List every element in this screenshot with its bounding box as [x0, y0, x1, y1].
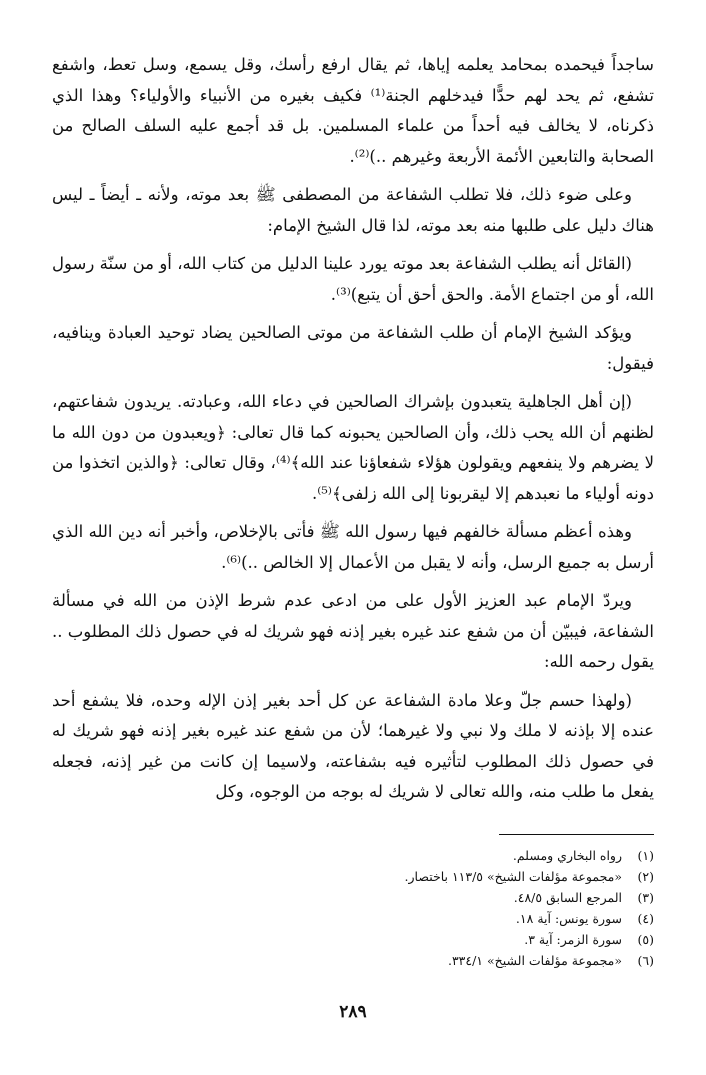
- footnote-text: سورة الزمر: آية ٣.: [524, 932, 622, 947]
- footnote-number: (١): [637, 848, 654, 863]
- footnote-text: «مجموعة مؤلفات الشيخ» ٣٣٤/١.: [447, 953, 622, 968]
- footnote-text: المرجع السابق ٤٨/٥.: [513, 890, 622, 905]
- footnote-item: [150, 845, 654, 866]
- paragraph-5: (إن أهل الجاهلية يتعبدون بإشراك الصالحين في دعاء الله، وعبادته. يريدون شفاعتهم، لظنهم أن الله يحب ذلك، وأن الصالحين يحبونه كما قال تعالى: ﴿ويعبدون من دون الله ما لا يضرهم ولا ينفعهم ويقولون هؤلاء شفعاؤنا عند الله﴾⁽⁴⁾، وقال تعالى: ﴿والذين اتخذوا من دونه أولياء ما نعبدهم إلا ليقربونا إلى الله زلفى﴾⁽⁵⁾.: [52, 392, 654, 503]
- footnote-text: رواه البخاري ومسلم.: [512, 848, 622, 863]
- main-text: [52, 50, 654, 816]
- footnote-item: [150, 887, 654, 908]
- footnote-item: [150, 866, 654, 887]
- paragraph-7: ويردّ الإمام عبد العزيز الأول على من ادعى عدم شرط الإذن من الله في مسألة الشفاعة، فيبيّن أن من شفع عند غيره بغير إذنه فهو شريك له في حصول ذلك المطلوب .. يقول رحمه الله:: [52, 591, 654, 671]
- paragraph-2: وعلى ضوء ذلك، فلا تطلب الشفاعة من المصطفى ﷺ بعد موته، ولأنه ـ أيضاً ـ ليس هناك دليل على طلبها منه بعد موته، لذا قال الشيخ الإمام:: [52, 185, 654, 235]
- paragraph-6: وهذه أعظم مسألة خالفهم فيها رسول الله ﷺ فأتى بالإخلاص، وأخبر أنه دين الله الذي أرسل به جميع الرسل، وأنه لا يقبل من الأعمال إلا الخالص ..)⁽⁶⁾.: [52, 522, 654, 572]
- footnote-number: (٣): [637, 890, 654, 905]
- footnote-divider: [499, 834, 654, 835]
- footnote-item: [150, 908, 654, 929]
- footnote-item: [150, 929, 654, 950]
- paragraph-4: ويؤكد الشيخ الإمام أن طلب الشفاعة من موتى الصالحين يضاد توحيد العبادة وينافيه، فيقول:: [52, 323, 654, 373]
- footnote-item: [150, 950, 654, 971]
- paragraph-1: ساجداً فيحمده بمحامد يعلمه إياها، ثم يقال ارفع رأسك، وقل يسمع، وسل تعط، واشفع تشفع، ثم يحد لهم حدًّا فيدخلهم الجنة⁽¹⁾ فكيف بغيره من الأنبياء والأولياء؟ وهذا الذي ذكرناه، لا يخالف فيه أحداً من علماء المسلمين. بل قد أجمع عليه السلف الصالح من الصحابة والتابعين الأئمة الأربعة وغيرهم ..)⁽²⁾.: [52, 55, 654, 166]
- footnote-number: (٥): [637, 932, 654, 947]
- footnote-number: (٢): [637, 869, 654, 884]
- paragraph-3: (القائل أنه يطلب الشفاعة بعد موته يورد علينا الدليل من كتاب الله، أو من سنّة رسول الله، أو من اجتماع الأمة. والحق أحق أن يتبع)⁽³⁾.: [52, 254, 654, 304]
- footnotes: [150, 845, 654, 971]
- page-number: ٢٨٩: [339, 1002, 367, 1022]
- footnote-number: (٤): [637, 911, 654, 926]
- footnote-text: «مجموعة مؤلفات الشيخ» ١١٣/٥ باختصار.: [404, 869, 622, 884]
- footnote-number: (٦): [637, 953, 654, 968]
- footnote-text: سورة يونس: آية ١٨.: [515, 911, 622, 926]
- paragraph-8: (ولهذا حسم جلّ وعلا مادة الشفاعة عن كل أحد بغير إذن الإله وحده، فلا يشفع أحد عنده إلا بإذنه لا ملك ولا نبي ولا غيرهما؛ لأن من شفع عند غيره بغير إذنه فهو شريك له في حصول ذلك المطلوب لتأثيره فيه بشفاعته، ولاسيما إن كانت من غير إذنه، فجعله يفعل ما طلب منه، والله تعالى لا شريك له بوجه من الوجوه، وكل: [52, 690, 654, 801]
